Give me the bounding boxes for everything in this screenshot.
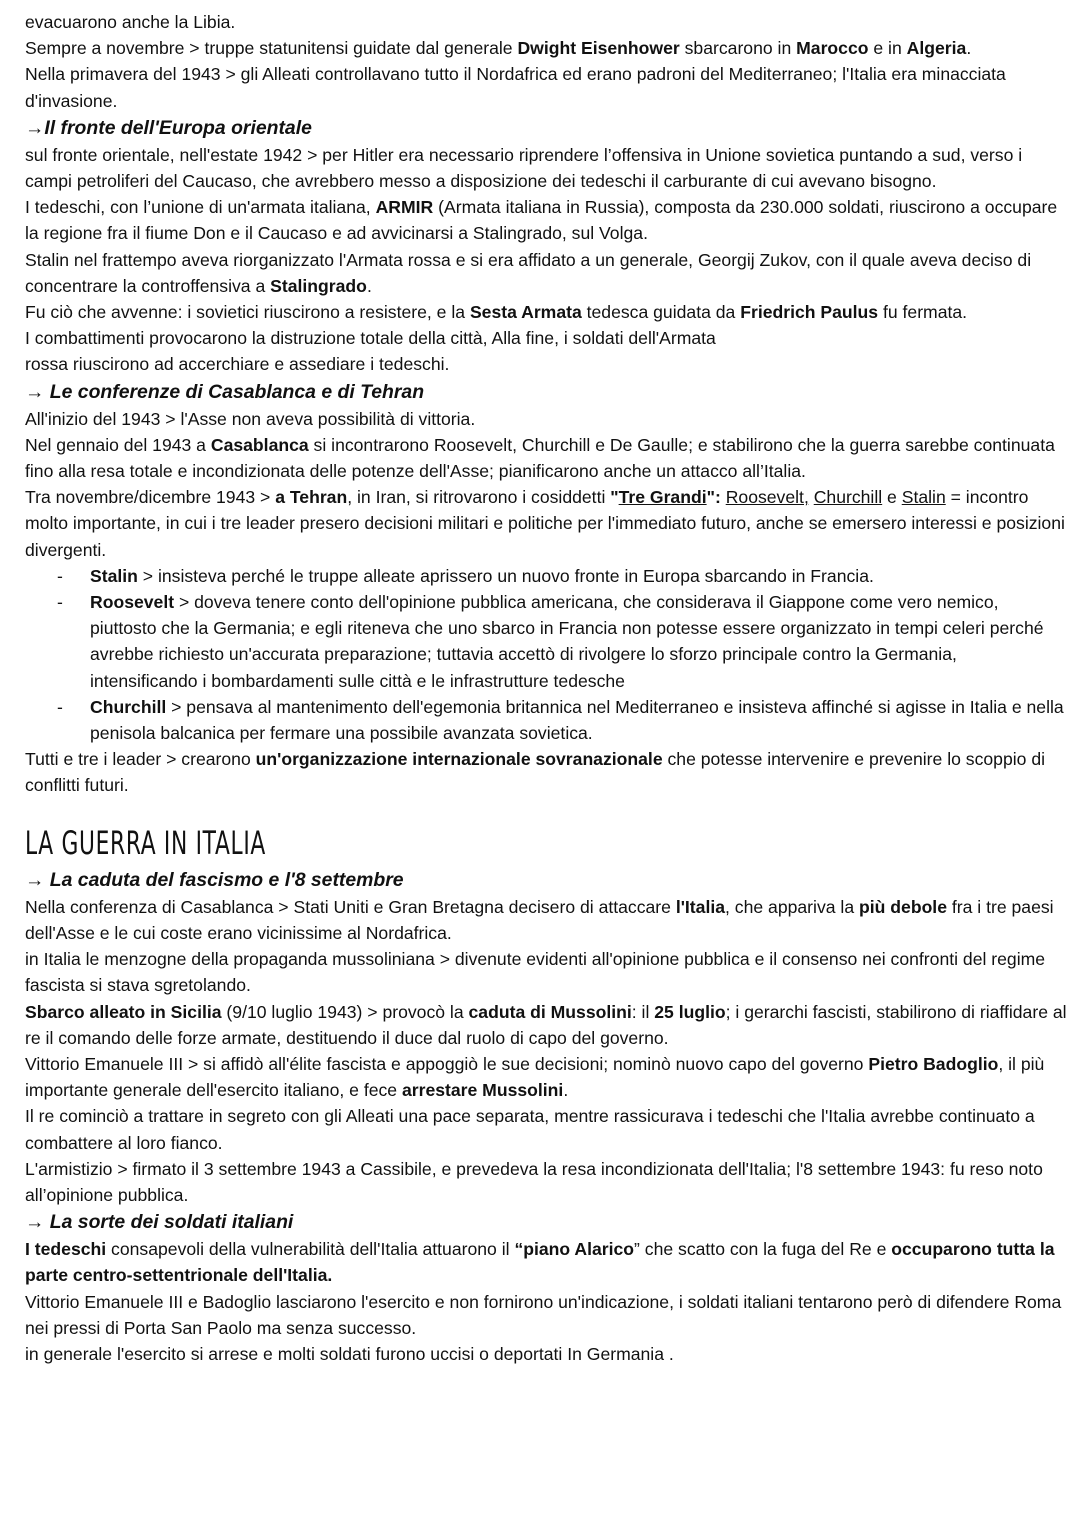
paragraph: in Italia le menzogne della propaganda mussoliniana > divenute evidenti all'opinione pubblica e il consenso nei confronti del regime fascista si stava sgretolando.	[25, 949, 1046, 996]
paragraph: I combattimenti provocarono la distruzione totale della città, Alla fine, i soldati dell'Armata	[25, 328, 716, 349]
section-heading: → Le conferenze di Casablanca e di Tehran	[25, 380, 425, 403]
paragraph: Sbarco alleato in Sicilia (9/10 luglio 1943) > provocò la caduta di Mussolini: il 25 luglio; i gerarchi fascisti, stabilirono di riaffidare al re il comando delle forze armate, destituendo il duce dal ruolo di capo del governo.	[25, 1001, 1067, 1048]
paragraph: Il re cominciò a trattare in segreto con gli Alleati una pace separata, mentre rassicurava i tedeschi che l'Italia avrebbe continuato a combattere al loro fianco.	[25, 1106, 1035, 1153]
leaders-list	[25, 563, 1067, 746]
section-heading: →Il fronte dell'Europa orientale	[25, 116, 312, 139]
paragraph: in generale l'esercito si arrese e molti soldati furono uccisi o deportati In Germania .	[25, 1343, 674, 1364]
paragraph: I tedeschi consapevoli della vulnerabilità dell'Italia attuarono il “piano Alarico” che scatto con la fuga del Re e occuparono tutta la parte centro-settentrionale dell'Italia.	[25, 1239, 1055, 1286]
paragraph: Sempre a novembre > truppe statunitensi guidate dal generale Dwight Eisenhower sbarcarono in Marocco e in Algeria.	[25, 38, 972, 59]
paragraph: I tedeschi, con l’unione di un'armata italiana, ARMIR (Armata italiana in Russia), composta da 230.000 soldati, riuscirono a occupare la regione fra il fiume Don e il Caucaso e ad avvicinarsi a Stalingrado, sul Volga.	[25, 197, 1058, 244]
document-page	[25, 9, 1067, 1367]
section-heading: → La caduta del fascismo e l'8 settembre	[25, 868, 404, 891]
paragraph: Vittorio Emanuele III > si affidò all'élite fascista e appoggiò le sue decisioni; nominò nuovo capo del governo Pietro Badoglio, il più importante generale dell'esercito italiano, e fece arrestare Mussolini.	[25, 1053, 1045, 1101]
paragraph: All'inizio del 1943 > l'Asse non aveva possibilità di vittoria.	[25, 408, 476, 429]
paragraph: sul fronte orientale, nell'estate 1942 > per Hitler era necessario riprendere l’offensiva in Unione sovietica puntando a sud, verso i campi petroliferi del Caucaso, che avrebbero messo a disposizione dei tedeschi il carburante di cui avevano bisogno.	[25, 144, 1023, 192]
paragraph: Fu ciò che avvenne: i sovietici riuscirono a resistere, e la Sesta Armata tedesca guidata da Friedrich Paulus fu fermata.	[25, 302, 968, 323]
paragraph: Vittorio Emanuele III e Badoglio lasciarono l'esercito e non fornirono un'indicazione, i soldati italiani tentarono però di difendere Roma nei pressi di Porta San Paolo ma senza successo.	[25, 1291, 1062, 1338]
paragraph: Nella conferenza di Casablanca > Stati Uniti e Gran Bretagna decisero di attaccare l'Italia, che appariva la più debole fra i tre paesi dell'Asse e le cui coste erano vicinissime al Nordafrica.	[25, 896, 1054, 943]
list-item: - Roosevelt > doveva tenere conto dell'opinione pubblica americana, che considerava il Giappone come vero nemico, piuttosto che la Germania; e egli riteneva che uno sbarco in Francia non potesse essere organizzato in tempi celeri perché avrebbe richiesto un'accurata preparazione; tuttavia accettò di rivolgere lo sforzo principale contro la Germania, intensificando i bombardamenti sulle città e le infrastrutture tedesche	[90, 589, 1067, 694]
list-item: - Stalin > insisteva perché le truppe alleate aprissero un nuovo fronte in Europa sbarcando in Francia.	[90, 563, 1067, 589]
paragraph: Tra novembre/dicembre 1943 > a Tehran, in Iran, si ritrovarono i cosiddetti "Tre Grandi": Roosevelt, Churchill e Stalin = incontro molto importante, in cui i tre leader presero decisioni militari e politiche per l'immediato futuro, anche se emersero interessi e posizioni divergenti.	[25, 487, 1065, 560]
paragraph: Nella primavera del 1943 > gli Alleati controllavano tutto il Nordafrica ed erano padroni del Mediterraneo; l'Italia era minacciata d'invasione.	[25, 64, 1006, 111]
paragraph: Tutti e tre i leader > crearono un'organizzazione internazionale sovranazionale che potesse intervenire e prevenire lo scoppio di conflitti futuri.	[25, 749, 1046, 796]
paragraph: L'armistizio > firmato il 3 settembre 1943 a Cassibile, e prevedeva la resa incondizionata dell'Italia; l'8 settembre 1943: fu reso noto all’opinione pubblica.	[25, 1158, 1043, 1205]
paragraph: Nel gennaio del 1943 a Casablanca si incontrarono Roosevelt, Churchill e De Gaulle; e stabilirono che la guerra sarebbe continuata fino alla resa totale e incondizionata delle potenze dell'Asse; pianificarono anche un attacco all’Italia.	[25, 434, 1055, 482]
list-item: - Churchill > pensava al mantenimento dell'egemonia britannica nel Mediterraneo e insisteva affinché si agisse in Italia e nella penisola balcanica per fermare una possibile avanzata sovietica.	[90, 694, 1067, 746]
paragraph: rossa riuscirono ad accerchiare e assediare i tedeschi.	[25, 354, 450, 375]
chapter-title: LA GUERRA IN ITALIA	[25, 823, 266, 862]
paragraph: evacuarono anche la Libia.	[25, 12, 236, 32]
paragraph: Stalin nel frattempo aveva riorganizzato l'Armata rossa e si era affidato a un generale, Georgij Zukov, con il quale aveva deciso di concentrare la controffensiva a Stalingrado.	[25, 249, 1032, 296]
section-heading: → La sorte dei soldati italiani	[25, 1211, 294, 1234]
